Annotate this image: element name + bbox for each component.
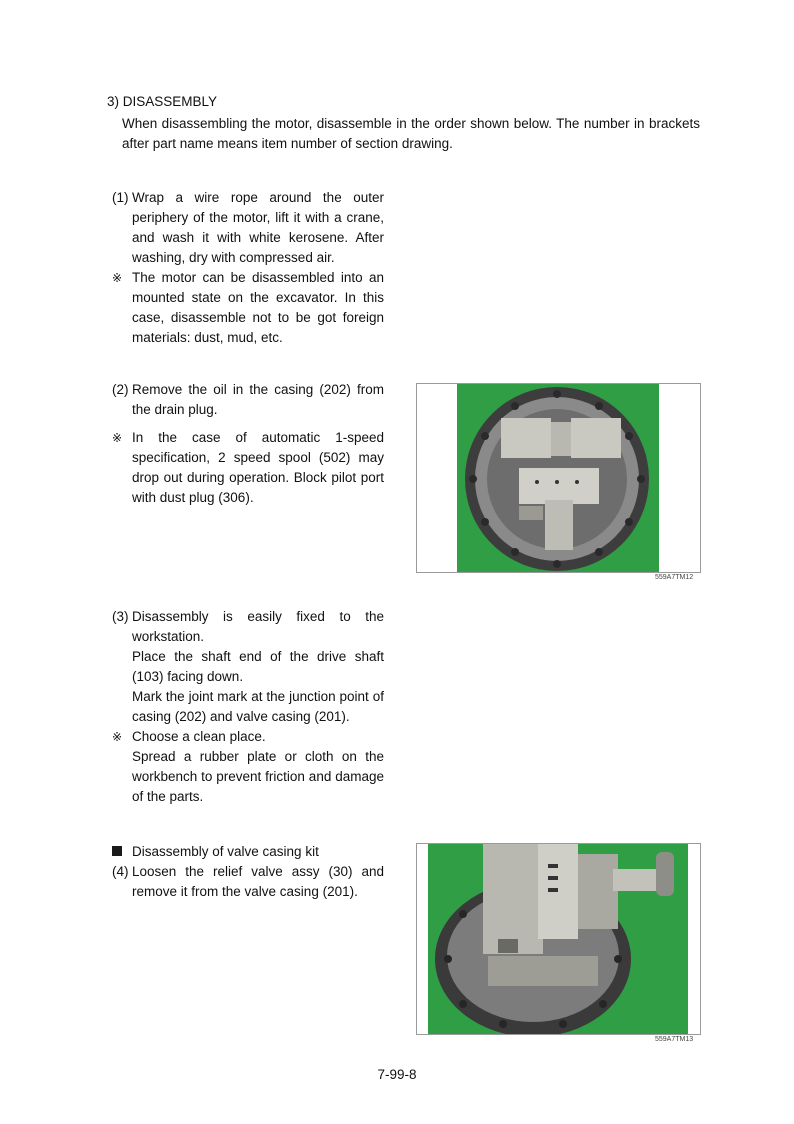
square-bullet-icon (112, 846, 122, 856)
note-2-text: In the case of automatic 1-speed specification, 2 speed spool (502) may drop out during operation. Block pilot port with dust plug (306). (132, 430, 384, 505)
intro-paragraph: When disassembling the motor, disassemble in the order shown below. The number in brackets after part name means item number of section drawing. (122, 116, 700, 151)
motor-top-view-image (457, 384, 659, 572)
step-3-line-2: Place the shaft end of the drive shaft (103) facing down. (132, 649, 384, 684)
step-4-marker: (4) (112, 864, 129, 879)
figure-1-frame (416, 383, 701, 573)
kit-section (112, 842, 384, 902)
page-number: 7-99-8 (377, 1067, 417, 1082)
figure-1-caption: 559A7TM12 (655, 574, 694, 581)
step-2-text: Remove the oil in the casing (202) from the drain plug. (132, 382, 384, 417)
note-1-text: The motor can be disassembled into an mounted state on the excavator. In this case, disassemble not to be got foreign materials: dust, mud, etc. (132, 270, 384, 345)
figure-2-frame (416, 843, 701, 1035)
step-3-line-3: Mark the joint mark at the junction point of casing (202) and valve casing (201). (132, 689, 384, 724)
step-1 (112, 188, 384, 348)
step-1-marker: (1) (112, 190, 129, 205)
note-3-line-2: Spread a rubber plate or cloth on the workbench to prevent friction and damage of the parts. (132, 749, 384, 804)
kit-heading: Disassembly of valve casing kit (132, 844, 319, 859)
step-2 (112, 380, 384, 508)
step-4-text: Loosen the relief valve assy (30) and remove it from the valve casing (201). (132, 864, 384, 899)
note-3-marker: ※ (112, 730, 123, 744)
step-1-text: Wrap a wire rope around the outer periphery of the motor, lift it with a crane, and wash it with white kerosene. After washing, dry with compressed air. (132, 190, 384, 265)
step-3-marker: (3) (112, 609, 129, 624)
step-3 (112, 607, 384, 807)
section-heading: 3) DISASSEMBLY (107, 94, 218, 109)
figure-2-caption: 559A7TM13 (655, 1036, 694, 1043)
step-2-marker: (2) (112, 382, 129, 397)
relief-valve-removal-image (428, 844, 688, 1034)
note-2-marker: ※ (112, 431, 123, 445)
figure-2-photo (428, 844, 688, 1034)
step-3-line-1: Disassembly is easily fixed to the workstation. (132, 609, 384, 644)
figure-1-photo (457, 384, 659, 572)
note-3-line-1: Choose a clean place. (132, 729, 266, 744)
note-1-marker: ※ (112, 271, 123, 285)
